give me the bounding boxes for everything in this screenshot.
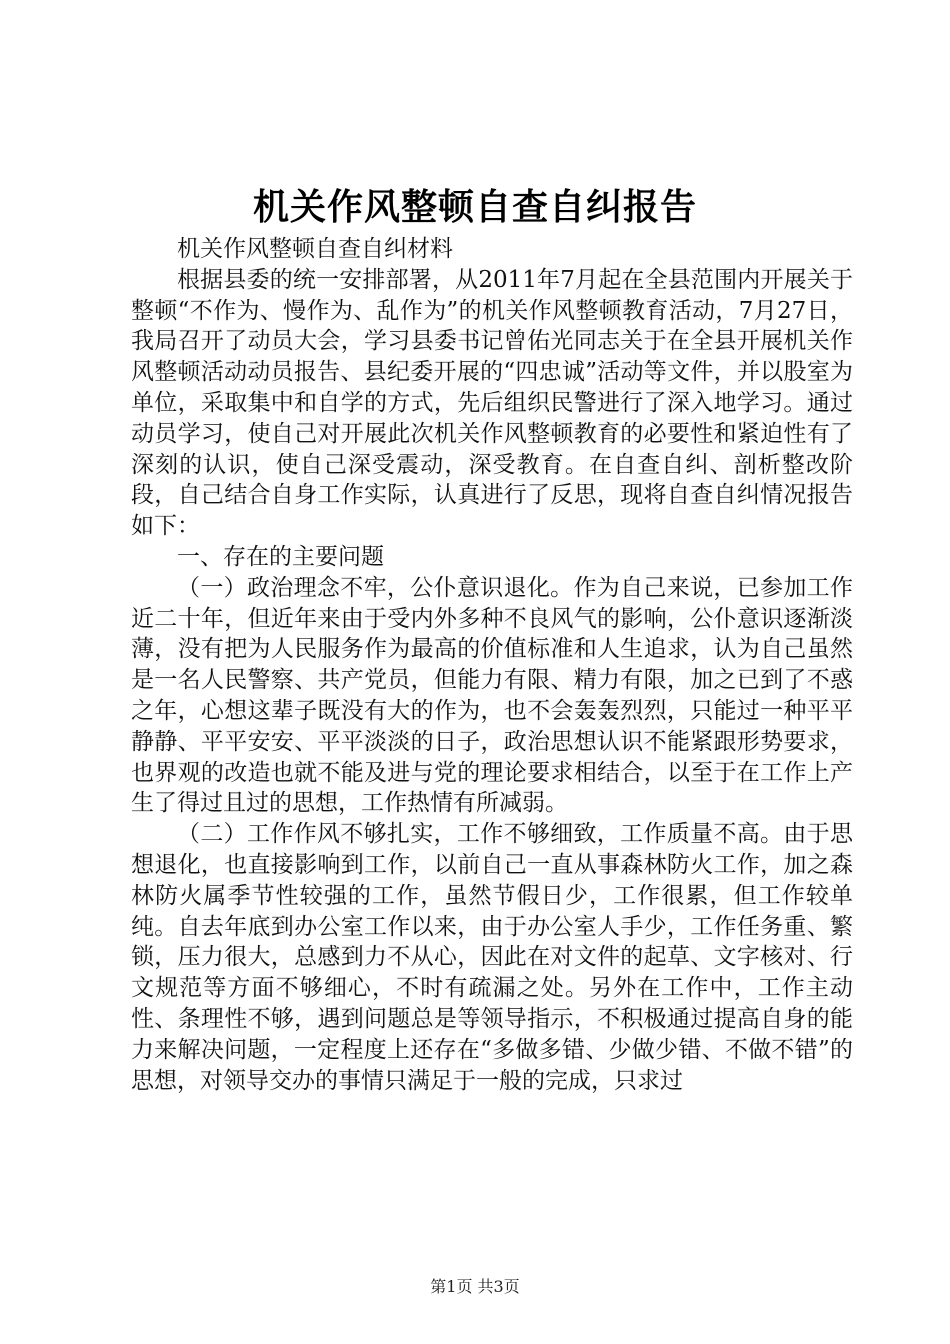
intro-paragraph: 根据县委的统一安排部署，从2011年7月起在全县范围内开展关于整顿“不作为、慢作为、乱作为”的机关作风整顿教育活动，7月27日，我局召开了动员大会，学习县委书记曾佑光同志关于在全县开展机关作风整顿活动动员报告、县纪委开展的“四忠诚”活动等文件，并以股室为单位，采取集中和自学的方式，先后组织民警进行了深入地学习。通过动员学习，使自己对开展此次机关作风整顿教育的必要性和紧迫性有了深刻的认识，使自己深受震动，深受教育。在自查自纠、剖析整改阶段，自己结合自身工作实际，认真进行了反思，现将自查自纠情况报告如下： [131, 266, 853, 540]
problem-two-paragraph: （二）工作作风不够扎实，工作不够细致，工作质量不高。由于思想退化，也直接影响到工作，以前自己一直从事森林防火工作，加之森林防火属季节性较强的工作，虽然节假日少，工作很累，但工作较单纯。自去年底到办公室工作以来，由于办公室人手少，工作任务重、繁锁，压力很大，总感到力不从心，因此在对文件的起草、文字核对、行文规范等方面不够细心，不时有疏漏之处。另外在工作中，工作主动性、条理性不够，遇到问题总是等领导指示，不积极通过提高自身的能力来解决问题，一定程度上还存在“多做多错、少做少错、不做不错”的思想，对领导交办的事情只满足于一般的完成，只求过 [131, 821, 853, 1094]
problem-one-paragraph: （一）政治理念不牢，公仆意识退化。作为自己来说，已参加工作近二十年，但近年来由于受内外多种不良风气的影响，公仆意识逐渐淡薄，没有把为人民服务作为最高的价值标准和人生追求，认为自己虽然是一名人民警察、共产党员，但能力有限、精力有限，加之已到了不惑之年，心想这辈子既没有大的作为，也不会轰轰烈烈，只能过一种平平静静、平平安安、平平淡淡的日子，政治思想认识不能紧跟形势要求，也界观的改造也就不能及进与党的理论要求相结合，以至于在工作上产生了得过且过的思想，工作热情有所减弱。 [131, 574, 853, 817]
section-heading: 一、存在的主要问题 [177, 543, 384, 570]
document-title: 机关作风整顿自查自纠报告 [252, 187, 697, 228]
page-footer: 第1页 共3页 [430, 1277, 520, 1296]
document-body [131, 234, 853, 1096]
subtitle-paragraph: 机关作风整顿自查自纠材料 [177, 236, 453, 262]
